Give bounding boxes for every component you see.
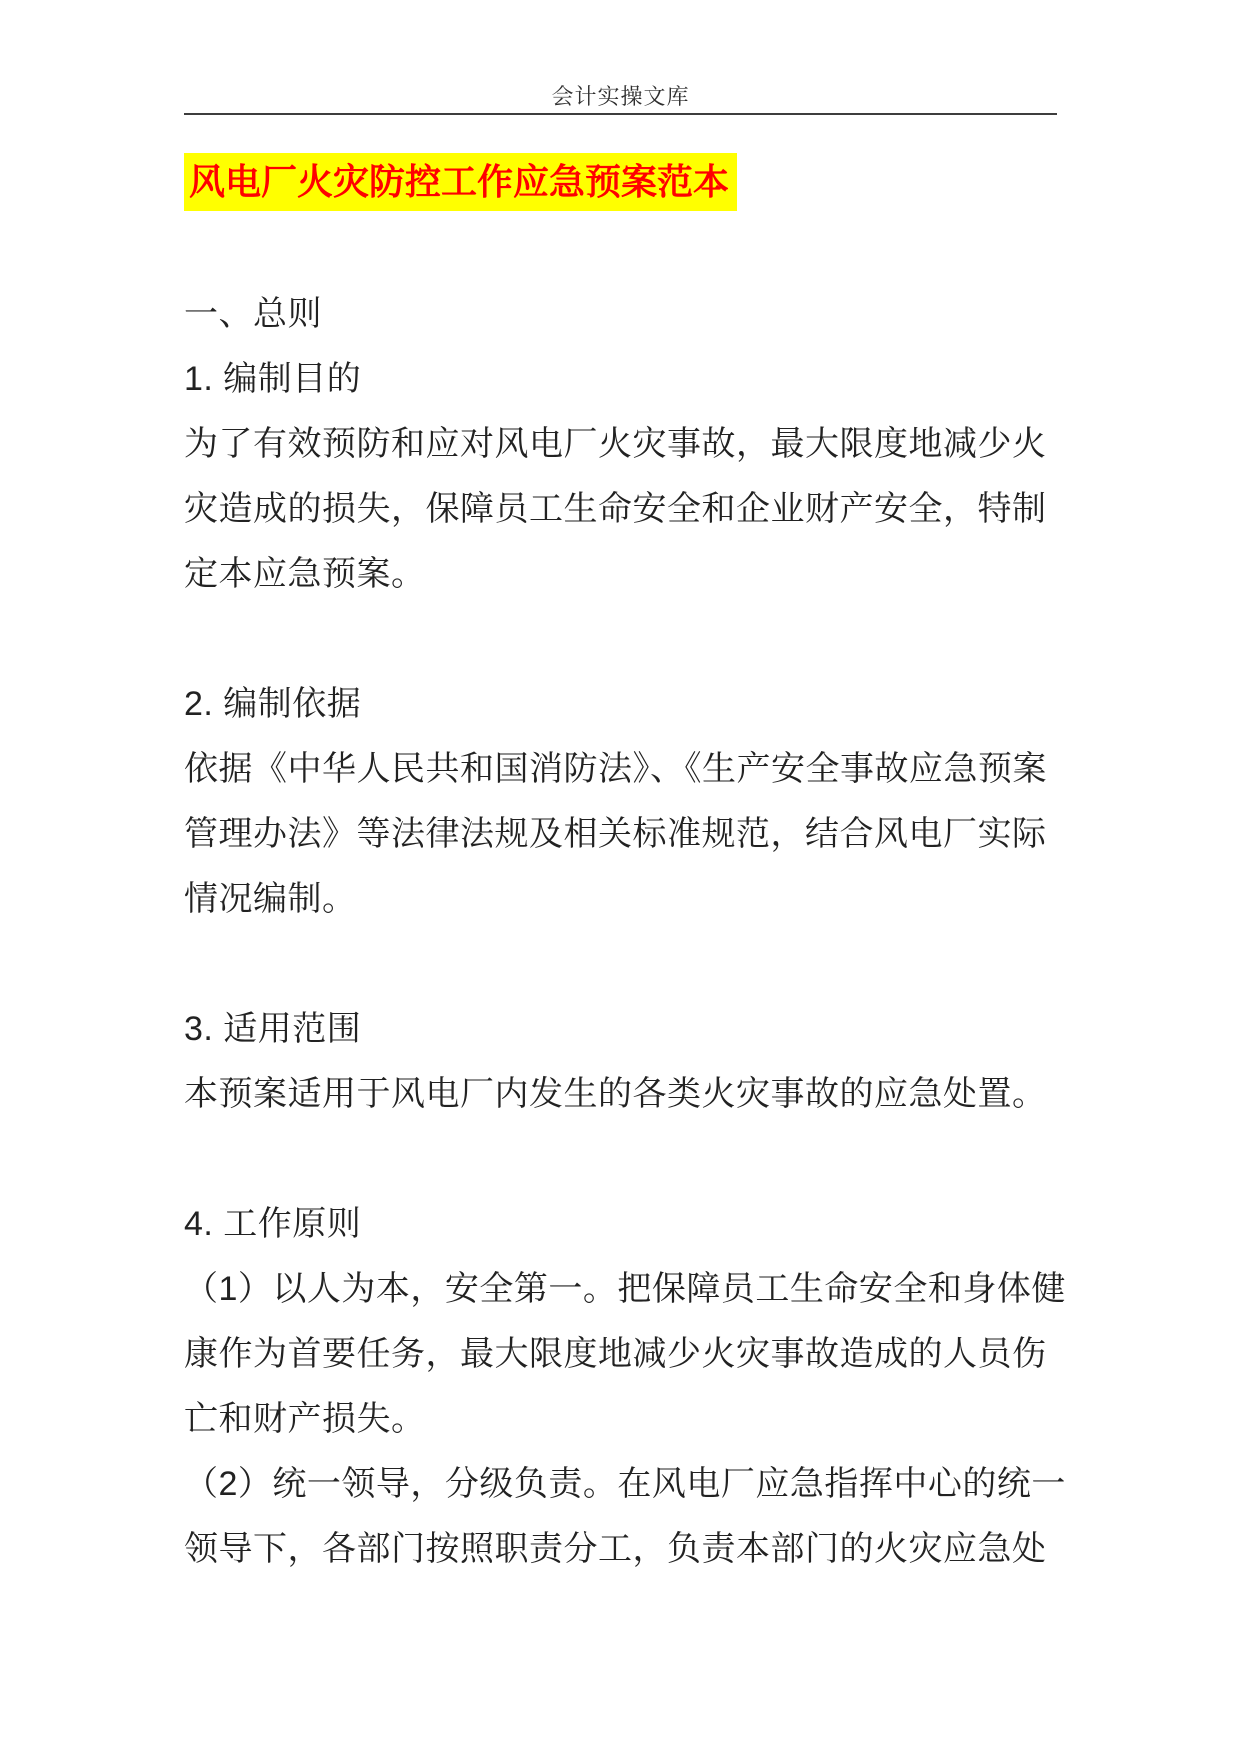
blank-line (184, 1127, 1057, 1192)
text-line: 为了有效预防和应对风电厂火灾事故，最大限度地减少火 (184, 425, 1047, 463)
page-content (184, 0, 1066, 1582)
text-line: 管理办法》等法律法规及相关标准规范，结合风电厂实际 (184, 815, 1047, 853)
blank-line (184, 607, 1057, 672)
text-line: 依据《中华人民共和国消防法》、《生产安全事故应急预案 (184, 750, 1047, 788)
heading-line: 4. 工作原则 (184, 1205, 362, 1243)
text-line: 领导下，各部门按照职责分工，负责本部门的火灾应急处 (184, 1530, 1047, 1568)
heading-line: 一、总则 (184, 295, 322, 333)
text-line: 灾造成的损失，保障员工生命安全和企业财产安全，特制 (184, 490, 1047, 528)
running-header (184, 0, 1057, 110)
text-line: （2）统一领导，分级负责。在风电厂应急指挥中心的统一 (184, 1465, 1066, 1503)
header-divider (184, 113, 1057, 115)
header-title: 会计实操文库 (551, 84, 690, 109)
text-line: 定本应急预案。 (184, 555, 426, 593)
text-line: 本预案适用于风电厂内发生的各类火灾事故的应急处置。 (184, 1075, 1047, 1113)
heading-line: 2. 编制依据 (184, 685, 362, 723)
text-line: 康作为首要任务，最大限度地减少火灾事故造成的人员伤 (184, 1335, 1047, 1373)
heading-line: 3. 适用范围 (184, 1010, 362, 1048)
text-line: 情况编制。 (184, 880, 357, 918)
blank-line (184, 932, 1057, 997)
text-line: （1）以人为本，安全第一。把保障员工生命安全和身体健 (184, 1270, 1066, 1308)
text-line: 亡和财产损失。 (184, 1400, 426, 1438)
document-title: 风电厂火灾防控工作应急预案范本 (184, 153, 737, 211)
title-row (184, 153, 1057, 211)
document-lines (184, 282, 1066, 1582)
heading-line: 1. 编制目的 (184, 360, 362, 398)
